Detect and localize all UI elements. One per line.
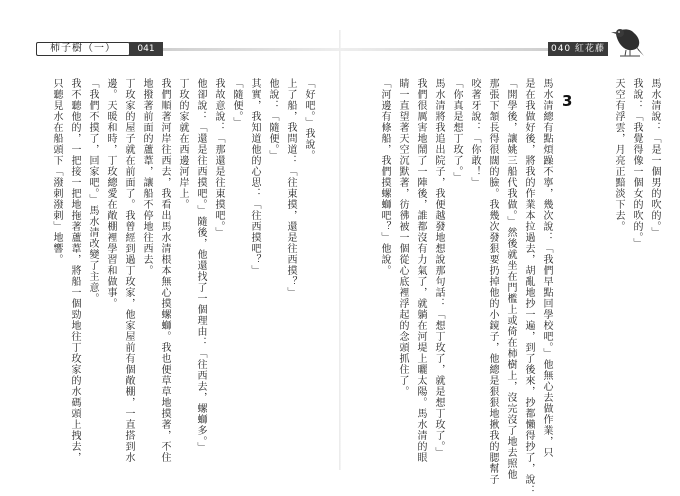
right-line-6: 馬水清總有點煩躁不寧，幾次說：「我們早點回學校吧。」他無心去做作業，只 (541, 78, 552, 458)
right-line-13: 我們很厲害地鬧了一陣後，誰都沒有力氣了，就躺在河堤上曬太陽。馬水清的眼 (415, 78, 426, 463)
right-page (340, 0, 680, 496)
left-line-9: 我們順著河岸往西去，我看出馬水清根本無心摸螺螄。我也便草草地摸著，不住 (159, 78, 170, 463)
right-header-rule (340, 48, 548, 51)
right-line-2: 我說：「我覺得像一個女的吹的。」 (631, 78, 642, 249)
right-line-14: 睛一直望著天空沉默著，彷彿被一個從心底裡浮起的念頭抓住了。 (397, 78, 408, 397)
right-line-1: 馬水清說：「是一個男的吹的。」 (649, 78, 660, 238)
left-line-2: 上了船，我問道：「往東摸，還是往西摸？」 (285, 78, 296, 298)
left-line-15: 只聽見水在船頭下「潑刺潑刺」地響。 (51, 78, 62, 265)
left-line-5: 「隨便。」 (231, 78, 242, 128)
right-running-title: 040 紅花藤 (548, 42, 608, 56)
right-line-10: 咬著牙說：「你敢！」 (469, 78, 480, 188)
left-running-title: 柿子樹（一） (36, 42, 130, 56)
bird-icon (608, 20, 648, 60)
right-line-3: 天空有浮雲，月亮正黯淡下去。 (613, 78, 624, 232)
left-page (0, 0, 340, 480)
right-line-8: 「開學後，讓姚三船代我做。」然後就坐在門檻上或倚在柿樹上，沒完沒了地去照他 (505, 78, 516, 480)
left-line-13: 「我們不摸了，回家吧。」馬水清改變了主意。 (87, 78, 98, 304)
right-line-12: 馬水清將我追出院子，我便越發地想說那句話：「想丁玫了，就是想丁玫了。」 (433, 78, 444, 458)
left-line-6: 我故意說：「那還是往東摸吧。」 (213, 78, 224, 238)
left-page-number: 041 (129, 42, 163, 56)
left-line-4: 其實，我知道他的心思：「往西摸吧？」 (249, 78, 260, 276)
left-line-1: 「好吧。」我說。 (303, 78, 314, 161)
left-line-14: 我不聽他的，一把接一把地拖著蘆葦，將船一個勁地往丁玫家的水碼頭上拽去， (69, 78, 80, 463)
right-line-7: 是在我做好後，將我的作業本拉過去，胡亂地抄一遍，到了後來，抄都懶得抄了，說： (523, 78, 534, 496)
section-number: 3 (562, 92, 573, 110)
right-line-15: 「河邊有條船，我們摸螺螄吧？」他說。 (379, 78, 390, 276)
left-header-rule (163, 48, 340, 51)
left-line-10: 地撥著前面的蘆葦，讓船不停地往西去。 (141, 78, 152, 276)
right-line-9: 那張下頷長得很闊的臉。我幾次發狠要扔掉他的小鏡子，他總是狠狠地揪我的腮幫子 (487, 78, 498, 485)
left-line-7: 他卻說：「還是往西摸吧。」隨後，他還找了一個理由：「往西去，螺螄多。」 (195, 78, 206, 453)
left-line-8: 丁玫的家就在西邊河岸上。 (177, 78, 188, 210)
right-line-11: 「你真是想丁玫了。」 (451, 78, 462, 183)
left-line-3: 他說：「隨便。」 (267, 78, 278, 161)
left-line-11: 丁玫家的屋子就在前面了。我曾經到過丁玫家，他家屋前有個敞棚，一直搭到水 (123, 78, 134, 463)
left-line-12: 邊。天暖和時，丁玫總愛在敞棚裡學習和做事。 (105, 78, 116, 309)
